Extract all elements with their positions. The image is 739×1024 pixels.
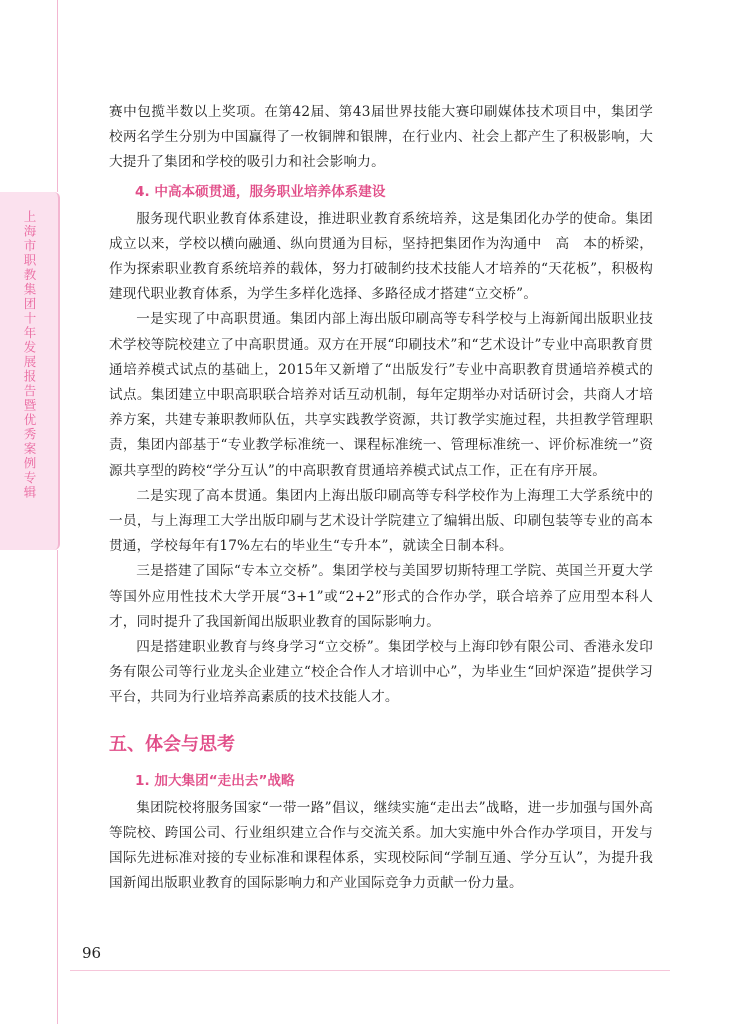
paragraph-5: 四是搭建职业教育与终身学习“立交桥”。集团学校与上海印钞有限公司、香港永发印务有限公司等行业龙头企业建立“校企合作人才培训中心”，为毕业生“回炉深造”提供学习平台，共同为行业培养高素质的技术技能人才。: [109, 639, 653, 706]
page-number: 96: [82, 944, 102, 962]
subheading-4: 4. 中高本硕贯通，服务职业培养体系建设: [135, 183, 386, 200]
section-heading-5: 五、体会与思考: [109, 733, 235, 755]
paragraph-2: 一是实现了中高职贯通。集团内部上海出版印刷高等专科学校与上海新闻出版职业技术学校等院校建立了中高职贯通。双方在开展“印刷技术”和“艺术设计”专业中高职教育贯通培养模式试点的基础上，2015年又新增了“出版发行”专业中高职教育贯通培养模式的试点。集团建立中职高职联合培养对话互动机制，每年定期举办对话研讨会，共商人才培养方案，共建专兼职教师队伍，共享实践教学资源，共订教学实施过程，共担教学管理职责，集团内部基于“专业教学标准统一、课程标准统一、管理标准统一、评价标准统一”资源共享型的跨校“学分互认”的中高职教育贯通培养模式试点工作，正在有序开展。: [109, 311, 653, 479]
subheading-1: 1. 加大集团“走出去”战略: [135, 772, 295, 789]
footer-rule: [70, 970, 670, 971]
margin-rule-bottom: [57, 550, 58, 1024]
margin-rule-top: [57, 0, 58, 192]
paragraph-6: 集团院校将服务国家“一带一路”倡议，继续实施“走出去”战略，进一步加强与国外高等院校、跨国公司、行业组织建立合作与交流关系。加大实施中外合作办学项目，开发与国际先进标准对接的专业标准和课程体系，实现校际间“学制互通、学分互认”，为提升我国新闻出版职业教育的国际影响力和产业国际竞争力贡献一份力量。: [109, 799, 653, 892]
page-body: [109, 100, 653, 896]
paragraph-3: 二是实现了高本贯通。集团内上海出版印刷高等专科学校作为上海理工大学系统中的一员，与上海理工大学出版印刷与艺术设计学院建立了编辑出版、印刷包装等专业的高本贯通，学校每年有17%左右的毕业生“专升本”，就读全日制本科。: [109, 487, 653, 555]
side-tab: [0, 192, 60, 550]
paragraph-1: 服务现代职业教育体系建设，推进职业教育系统培养，这是集团化办学的使命。集团成立以来，学校以横向融通、纵向贯通为目标，坚持把集团作为沟通中 高 本的桥梁，作为探索职业教育系统培养的载体，努力打破制约技术技能人才培养的“天花板”，积极构建现代职业教育体系，为学生多样化选择、多路径成才搭建“立交桥”。: [109, 210, 653, 303]
paragraph-4: 三是搭建了国际“专本立交桥”。集团学校与美国罗切斯特理工学院、英国兰开夏大学等国外应用性技术大学开展“3+1”或“2+2”形式的合作办学，联合培养了应用型本科人才，同时提升了我国新闻出版职业教育的国际影响力。: [109, 563, 653, 630]
paragraph-intro: 赛中包揽半数以上奖项。在第42届、第43届世界技能大赛印刷媒体技术项目中，集团学校两名学生分别为中国赢得了一枚铜牌和银牌，在行业内、社会上都产生了积极影响，大大提升了集团和学校的吸引力和社会影响力。: [109, 104, 653, 171]
side-tab-label: 上海市职教集团十年发展报告暨优秀案例专辑: [22, 210, 37, 500]
